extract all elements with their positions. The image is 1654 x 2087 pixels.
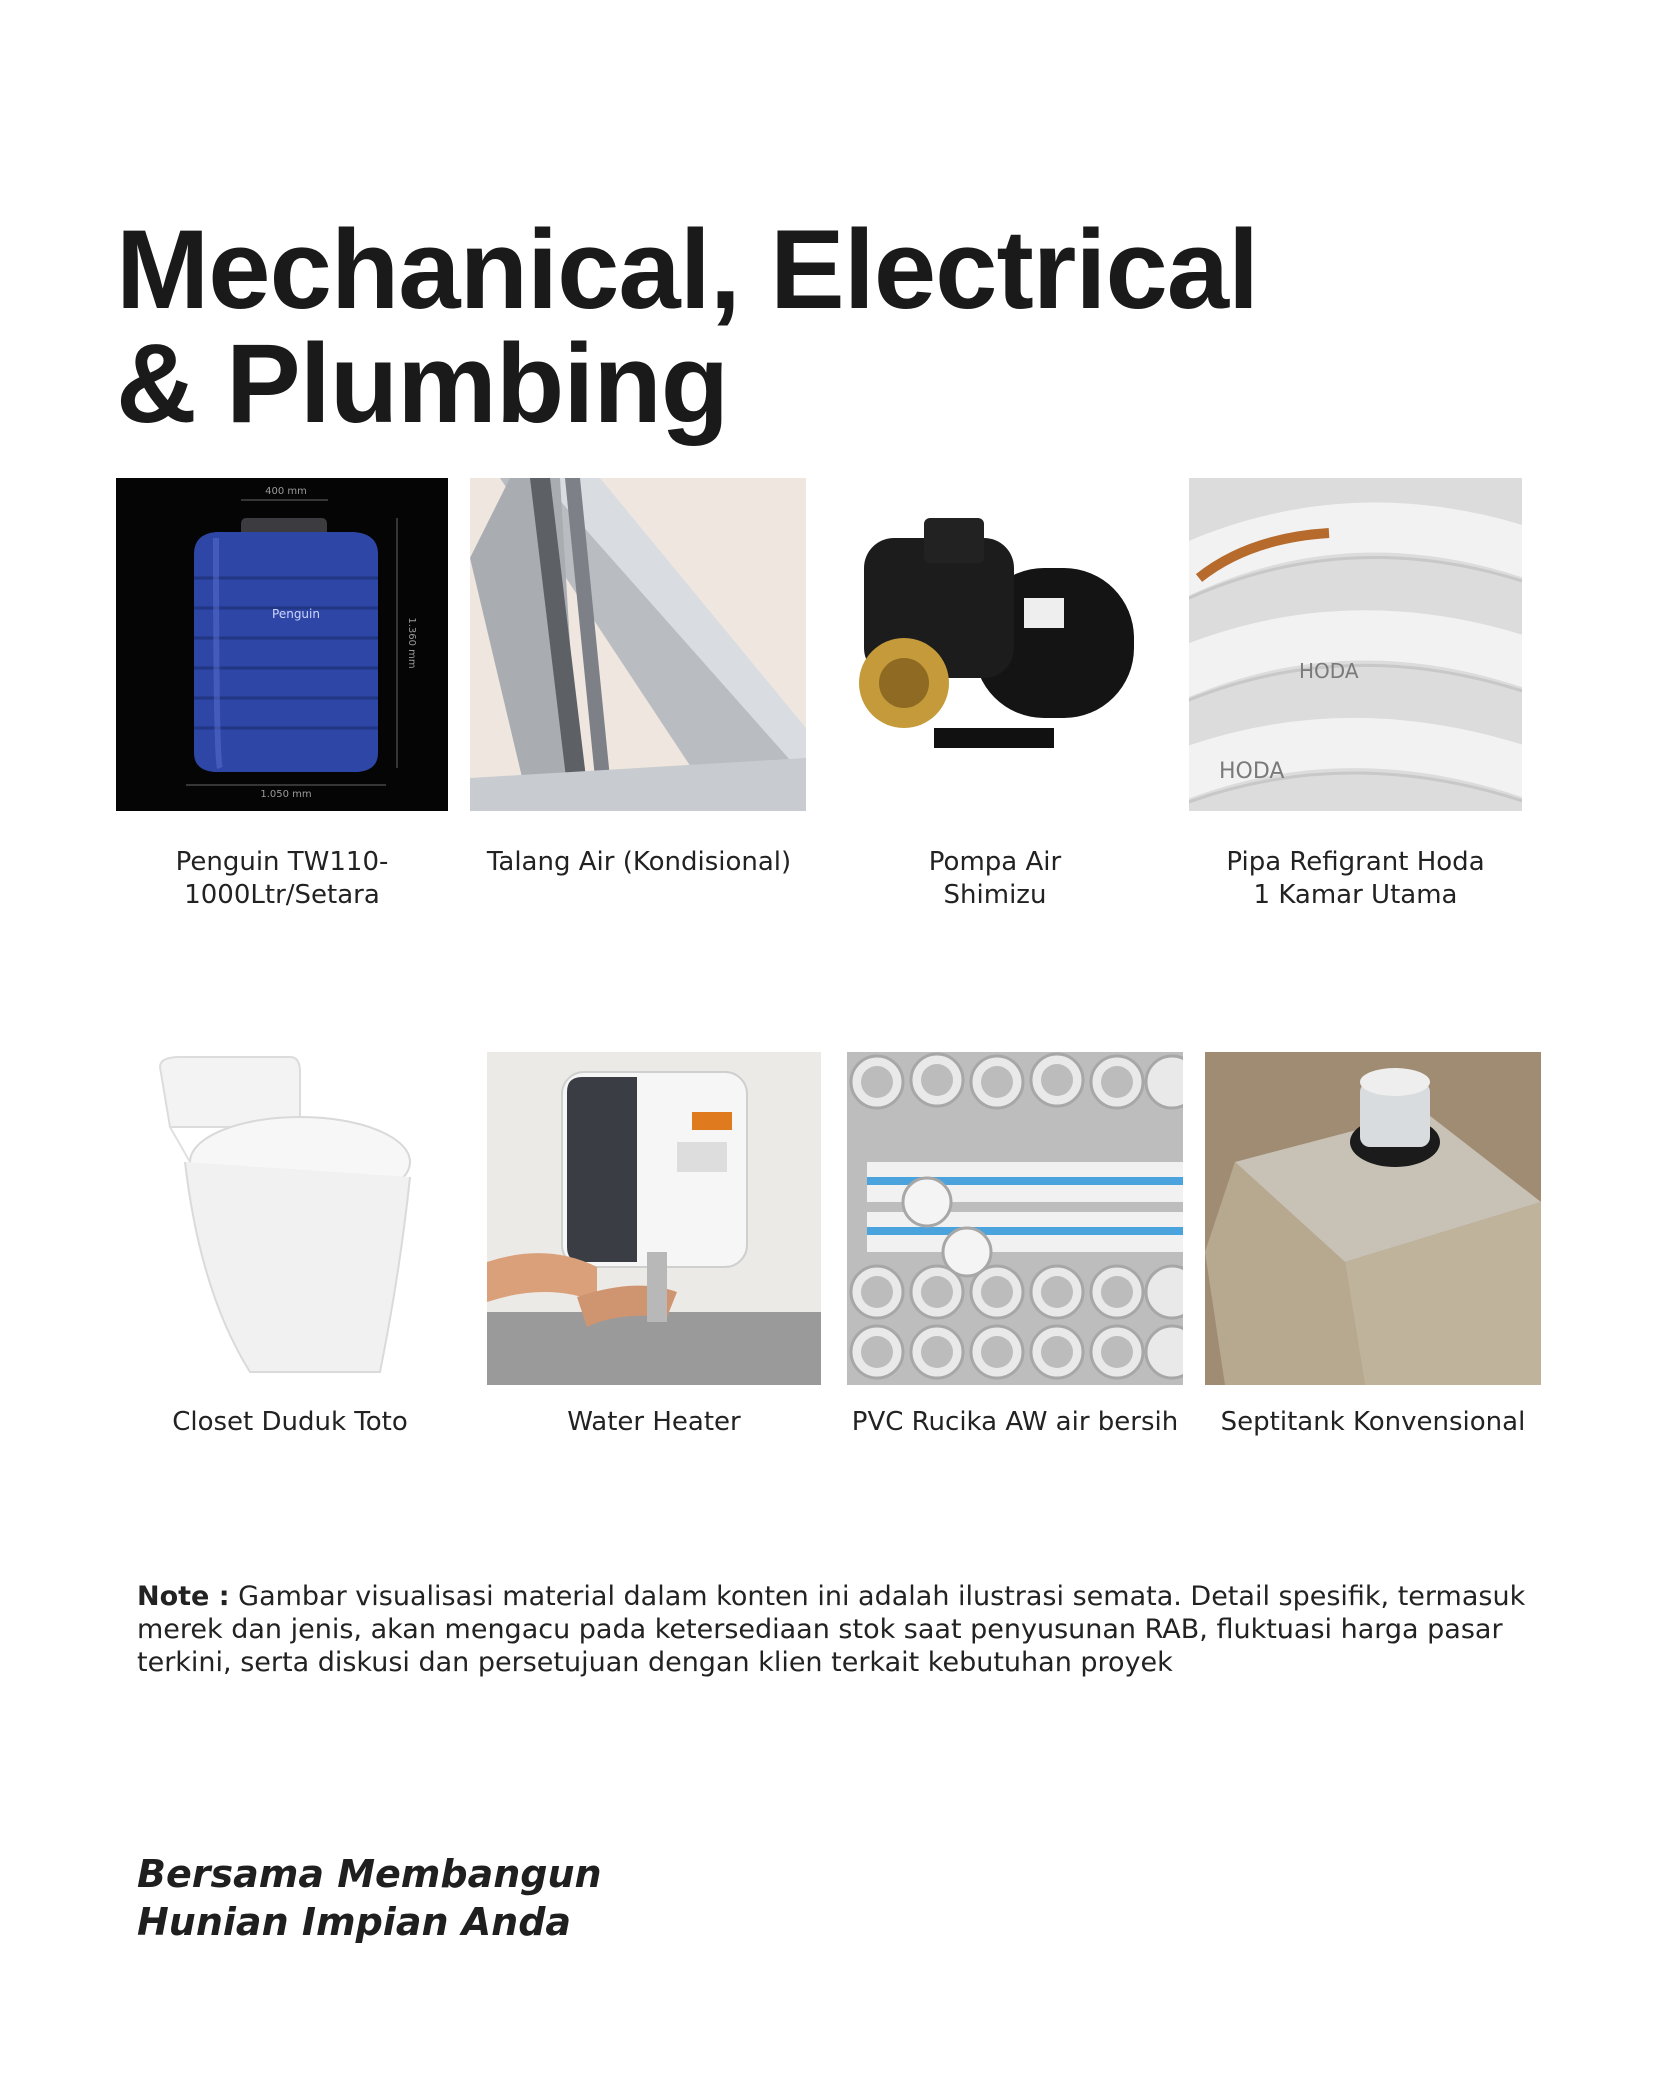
septic-tank-image: [1205, 1052, 1541, 1385]
note-label: Note :: [137, 1581, 230, 1612]
product-card-refrigerant-pipe: [1189, 478, 1522, 910]
product-card-water-tank: [116, 478, 448, 910]
title-line-2: & Plumbing: [116, 321, 729, 447]
svg-text:400 mm: 400 mm: [265, 486, 307, 497]
product-card-water-heater: [487, 1052, 821, 1437]
caption-refrigerant-pipe-line-1: Pipa Refigrant Hoda: [1226, 847, 1485, 877]
caption-pvc-pipe: PVC Rucika AW air bersih: [851, 1407, 1179, 1437]
product-card-water-pump: [824, 478, 1166, 910]
pvc-pipe-image: [847, 1052, 1183, 1385]
product-card-toilet: [140, 1052, 440, 1437]
toilet-image: [140, 1052, 440, 1385]
product-card-pvc-pipe: [847, 1052, 1183, 1437]
note-text: Gambar visualisasi material dalam konten ini adalah ilustrasi semata. Detail spesifik, termasuk merek dan jenis, akan mengacu pada ketersediaan stok saat penyusunan RAB, fluktuasi harga pasar terkini, serta diskusi dan persetujuan dengan klien terkait kebutuhan proyek: [137, 1581, 1526, 1678]
tagline-line-1: Bersama Membangun: [137, 1852, 602, 1896]
water-heater-image: [487, 1052, 821, 1385]
svg-text:HODA: HODA: [1219, 759, 1285, 784]
caption-septic-tank: Septitank Konvensional: [1220, 1407, 1526, 1437]
caption-penguin-tank-line-2: 1000Ltr/Setara: [184, 880, 380, 910]
svg-text:HODA: HODA: [1299, 659, 1359, 683]
title-line-1: Mechanical, Electrical: [116, 207, 1259, 333]
water-tank-image: [116, 478, 448, 811]
svg-text:Penguin: Penguin: [272, 607, 320, 621]
caption-water-pump-line-1: Pompa Air: [928, 847, 1062, 877]
caption-penguin-tank-line-1: Penguin TW110-: [175, 847, 389, 877]
svg-text:1.360 mm: 1.360 mm: [406, 617, 417, 669]
water-pump-image: [824, 478, 1166, 811]
refrigerant-pipe-image: [1189, 478, 1522, 811]
tagline: [137, 1850, 602, 1946]
product-card-septic-tank: [1205, 1052, 1541, 1437]
product-card-gutter: [470, 478, 806, 877]
caption-gutter-line-1: Talang Air (Kondisional): [486, 847, 792, 877]
gutter-image: [470, 478, 806, 811]
tagline-line-2: Hunian Impian Anda: [137, 1900, 572, 1944]
svg-text:1.050 mm: 1.050 mm: [260, 789, 312, 800]
caption-toilet: Closet Duduk Toto: [172, 1407, 408, 1437]
caption-refrigerant-pipe-line-2: 1 Kamar Utama: [1253, 880, 1458, 910]
caption-water-heater: Water Heater: [567, 1407, 741, 1437]
page-title: [116, 207, 1556, 447]
note-paragraph: [137, 1580, 1537, 1679]
caption-water-pump-line-2: Shimizu: [943, 880, 1047, 910]
